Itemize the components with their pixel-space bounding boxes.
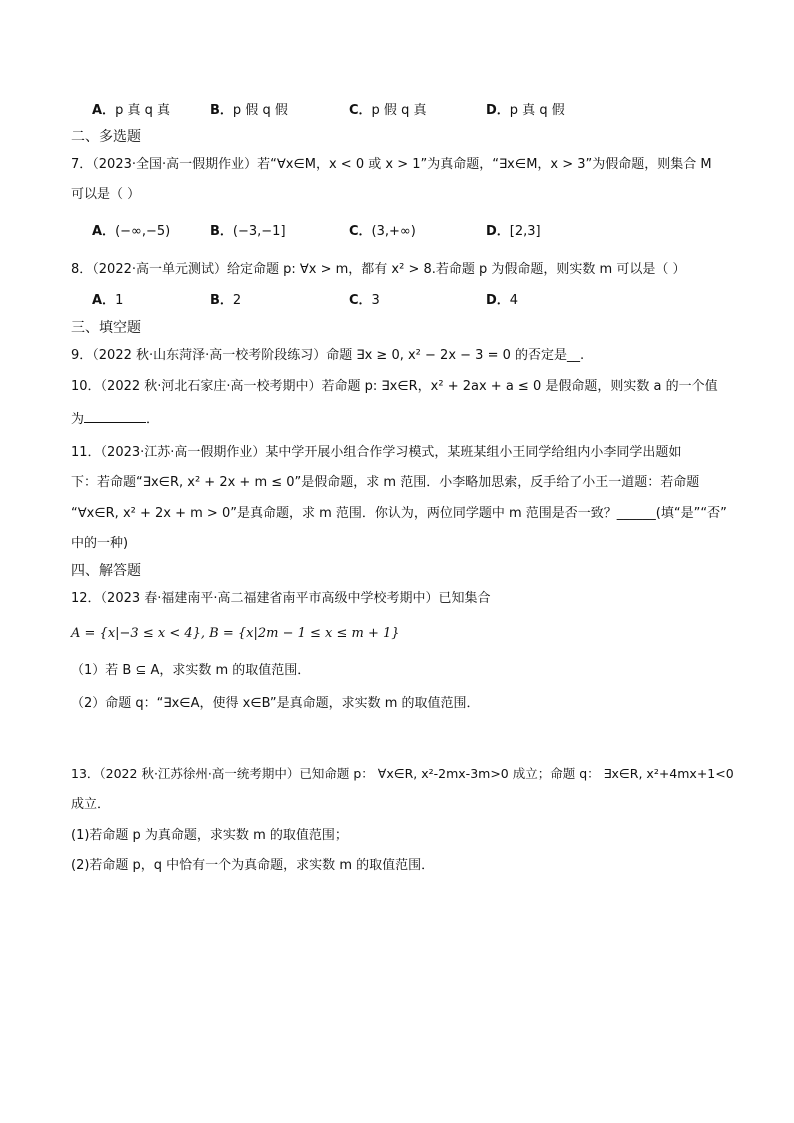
q7-options xyxy=(92,222,734,242)
q8-option-a[interactable]: A．1 xyxy=(92,293,124,308)
q13-part-2: (2)若命题 p，q 中恰有一个为真命题，求实数 m 的取值范围． xyxy=(71,858,435,873)
q7-option-c[interactable]: C．(3,+∞) xyxy=(349,224,416,239)
q8-option-d[interactable]: D．4 xyxy=(486,293,519,308)
q11-line-4: 中的一种) xyxy=(71,536,129,551)
q12-sets: A = {x|−3 ≤ x < 4}, B = {x|2m − 1 ≤ x ≤ m + 1} xyxy=(71,626,400,641)
q10-line-1: 10．（2022 秋·河北石家庄·高一校考期中）若命题 p: ∃x∈R，x² + 2ax + a ≤ 0 是假命题，则实数 a 的一个值 xyxy=(71,379,718,394)
q6-options xyxy=(92,101,734,121)
q6-option-d[interactable]: D．p 真 q 假 xyxy=(486,103,565,118)
q8-option-b[interactable]: B．2 xyxy=(210,293,242,308)
q6-option-c[interactable]: C．p 假 q 真 xyxy=(349,103,427,118)
q7-option-a[interactable]: A．(−∞,−5) xyxy=(92,224,171,239)
q13-line-1: 13．（2022 秋·江苏徐州·高一统考期中）已知命题 p： ∀x∈R, x²-2mx-3m>0 成立；命题 q： ∃x∈R, x²+4mx+1<0 xyxy=(71,766,734,781)
q11-line-3: “∀x∈R, x² + 2x + m > 0”是真命题，求 m 范围．你认为，两位同学题中 m 范围是否一致？______(填“是”“否” xyxy=(71,506,727,521)
q11-line-1: 11．（2023·江苏·高一假期作业）某中学开展小组合作学习模式，某班某组小王同学给组内小李同学出题如 xyxy=(71,445,682,460)
q11-line-2: 下：若命题“∃x∈R, x² + 2x + m ≤ 0”是假命题，求 m 范围．小李略加思索，反手给了小王一道题：若命题 xyxy=(71,475,700,490)
q8-options xyxy=(92,291,734,311)
q7-line-1: 7．（2023·全国·高一假期作业）若“∀x∈M，x < 0 或 x > 1”为真命题，“∃x∈M，x > 3”为假命题，则集合 M xyxy=(71,157,712,172)
q8-option-c[interactable]: C．3 xyxy=(349,293,380,308)
section-heading-answer: 四、解答题 xyxy=(71,563,141,579)
q8-line-1: 8．（2022·高一单元测试）给定命题 p: ∀x > m，都有 x² > 8.若命题 p 为假命题，则实数 m 可以是（ ） xyxy=(71,262,686,277)
q6-option-b[interactable]: B．p 假 q 假 xyxy=(210,103,288,118)
q12-part-1: （1）若 B ⊆ A，求实数 m 的取值范围． xyxy=(71,663,311,678)
section-heading-multi: 二、多选题 xyxy=(71,129,141,145)
q12-part-2: （2）命题 q：“∃x∈A，使得 x∈B”是真命题，求实数 m 的取值范围． xyxy=(71,696,480,711)
section-heading-fill: 三、填空题 xyxy=(71,320,141,336)
q6-option-a[interactable]: A．p 真 q 真 xyxy=(92,103,170,118)
q7-option-d[interactable]: D．[2,3] xyxy=(486,224,541,239)
q10-answer-blank[interactable] xyxy=(84,408,146,423)
q12-line-1: 12．（2023 春·福建南平·高二福建省南平市高级中学校考期中）已知集合 xyxy=(71,591,491,606)
q10-line-2: 为 ． xyxy=(71,408,734,430)
q13-part-1: (1)若命题 p 为真命题，求实数 m 的取值范围； xyxy=(71,828,348,843)
q9-line: 9．（2022 秋·山东菏泽·高一校考阶段练习）命题 ∃x ≥ 0, x² − 2x − 3 = 0 的否定是__. xyxy=(71,348,585,363)
q7-line-2: 可以是（ ） xyxy=(71,187,141,202)
q13-line-2: 成立． xyxy=(71,797,111,812)
q7-option-b[interactable]: B．(−3,−1] xyxy=(210,224,286,239)
